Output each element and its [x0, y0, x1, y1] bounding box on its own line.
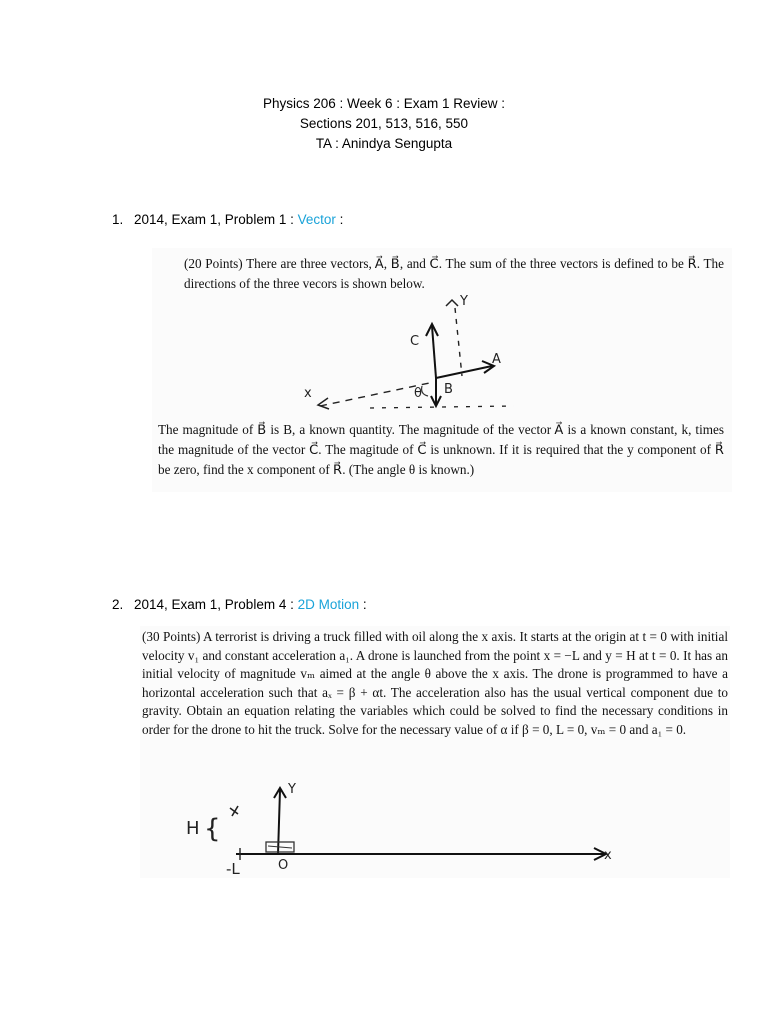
vector-a-line [436, 366, 492, 378]
course-title: Physics 206 : Week 6 : Exam 1 Review : [262, 96, 506, 111]
theta-label: θ [414, 386, 422, 401]
vector-c-label: C [410, 334, 420, 349]
y-axis-arrowhead [446, 300, 458, 306]
problem-1-body: The magnitude of B⃗ is B, a known quantity. The magnitude of the vector A⃗ is a known constant, k, times the magnitude of the vector C⃗. The magitude of C⃗ is unknown. If it is required that the y component of R⃗ be zero, find the x component of R⃗. (The angle θ is known.) [158, 422, 724, 477]
problem-1-heading [112, 212, 343, 227]
sections-line: Sections 201, 513, 516, 550 [299, 116, 469, 131]
problem-1-scan [152, 248, 732, 492]
problem-2-text: (30 Points) A terrorist is driving a truck filled with oil along the x axis. It starts at the origin at t = 0 with initial velocity v₁ and constant acceleration a₁. A drone is launched from the point x = −L and y = H at t = 0. It has an initial velocity of magnitude vₘ aimed at the angle θ above the x axis. The drone is programmed to have a horizontal acceleration such that aₓ = β + αt. The acceleration also has the usual vertical component due to gravity. Obtain an equation relating the variables which could be solved to find the necessary conditions in order for the drone to hit the truck. Solve for the necessary value of α if β = 0, L = 0, vₘ = 0 and a₁ = 0. [142, 629, 728, 737]
drone-sketch [230, 806, 238, 816]
problem-1-intro: (20 Points) There are three vectors, A⃗, B⃗, and C⃗. The sum of the three vectors is defined to be R⃗. The directions of the three vecors is shown below. [184, 256, 724, 291]
y-axis-label: Y [460, 294, 468, 309]
y-axis-dashed [455, 308, 462, 376]
problem-1-number: 1. [112, 212, 124, 227]
vector-c-line [432, 326, 436, 378]
neg-l-label: -L [226, 860, 240, 878]
problem-1-title: 2014, Exam 1, Problem 1 : [134, 212, 298, 227]
problem-2-suffix: : [359, 597, 367, 612]
y-axis-line [278, 790, 280, 854]
origin-label: O [278, 858, 289, 873]
vector-a-label: A [492, 352, 501, 367]
height-brace: { [204, 814, 221, 844]
theta-arc [422, 386, 428, 396]
problem-2-topic: 2D Motion [297, 597, 360, 612]
problem-2-title: 2014, Exam 1, Problem 4 : [134, 597, 298, 612]
document-header [0, 94, 768, 154]
truck-hatch [268, 846, 292, 848]
y-axis-label-2: Y [288, 782, 296, 797]
x-axis-label-2: x [604, 848, 612, 863]
problem-2-scan [140, 626, 730, 878]
baseline-dashed [370, 406, 514, 408]
problem-1-suffix: : [335, 212, 344, 227]
x-axis-label: x [304, 386, 312, 401]
vector-b-label: B [444, 382, 453, 397]
ta-line: TA : Anindya Sengupta [315, 136, 453, 151]
x-axis-arrowhead [318, 398, 329, 409]
problem-1-topic: Vector [297, 212, 336, 227]
motion-diagram [140, 626, 730, 878]
height-label: H [186, 818, 200, 839]
problem-2-number: 2. [112, 597, 124, 612]
problem-2-heading [112, 597, 367, 612]
